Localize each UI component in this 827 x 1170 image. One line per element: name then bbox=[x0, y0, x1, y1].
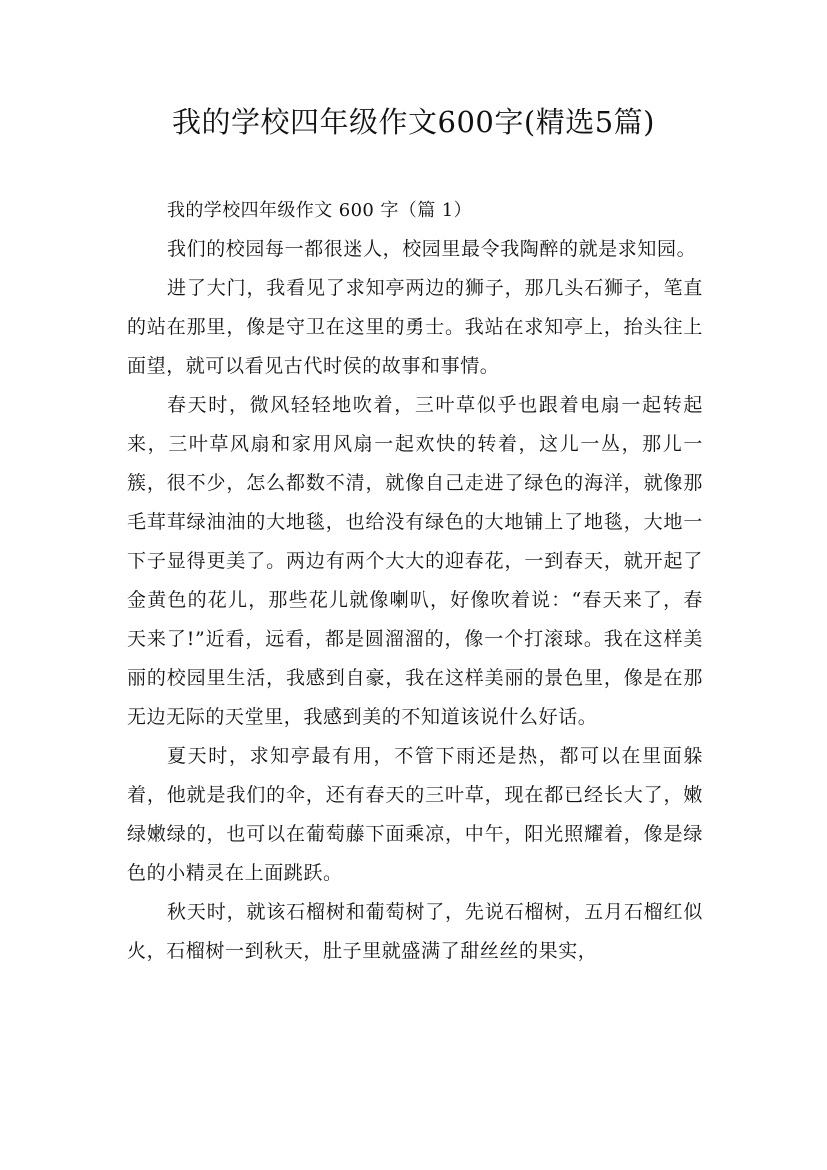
paragraph: 进了大门，我看见了求知亭两边的狮子，那几头石狮子，笔直的站在那里，像是守卫在这里的勇士。我站在求知亭上，抬头往上面望，就可以看见古代时侯的故事和事情。 bbox=[127, 277, 703, 377]
section-heading: 我的学校四年级作文 600 字（篇 1） bbox=[167, 200, 472, 221]
paragraph: 我们的校园每一都很迷人，校园里最令我陶醉的就是求知园。 bbox=[167, 238, 697, 260]
paragraph: 夏天时，求知亭最有用，不管下雨还是热，都可以在里面躲着，他就是我们的伞，还有春天的三叶草，现在都已经长大了，嫩绿嫩绿的，也可以在葡萄藤下面乘凉，中午，阳光照耀着，像是绿色的小精灵在上面跳跃。 bbox=[127, 745, 703, 884]
paragraph: 春天时，微风轻轻地吹着，三叶草似乎也跟着电扇一起转起来，三叶草风扇和家用风扇一起欢快的转着，这儿一丛，那儿一簇，很不少，怎么都数不清，就像自己走进了绿色的海洋，就像那毛茸茸绿油油的大地毯，也给没有绿色的大地铺上了地毯，大地一下子显得更美了。两边有两个大大的迎春花，一到春天，就开起了金黄色的花儿，那些花儿就像喇叭，好像吹着说：“春天来了，春天来了!”近看，远看，都是圆溜溜的，像一个打滚球。我在这样美丽的校园里生活，我感到自豪，我在这样美丽的景色里，像是在那无边无际的天堂里，我感到美的不知道该说什么好话。 bbox=[127, 394, 703, 728]
document-body bbox=[127, 191, 703, 971]
paragraph: 秋天时，就该石榴树和葡萄树了，先说石榴树，五月石榴红似火，石榴树一到秋天，肚子里就盛满了甜丝丝的果实， bbox=[127, 901, 703, 962]
document-title: 我的学校四年级作文600字(精选5篇) bbox=[172, 105, 655, 139]
